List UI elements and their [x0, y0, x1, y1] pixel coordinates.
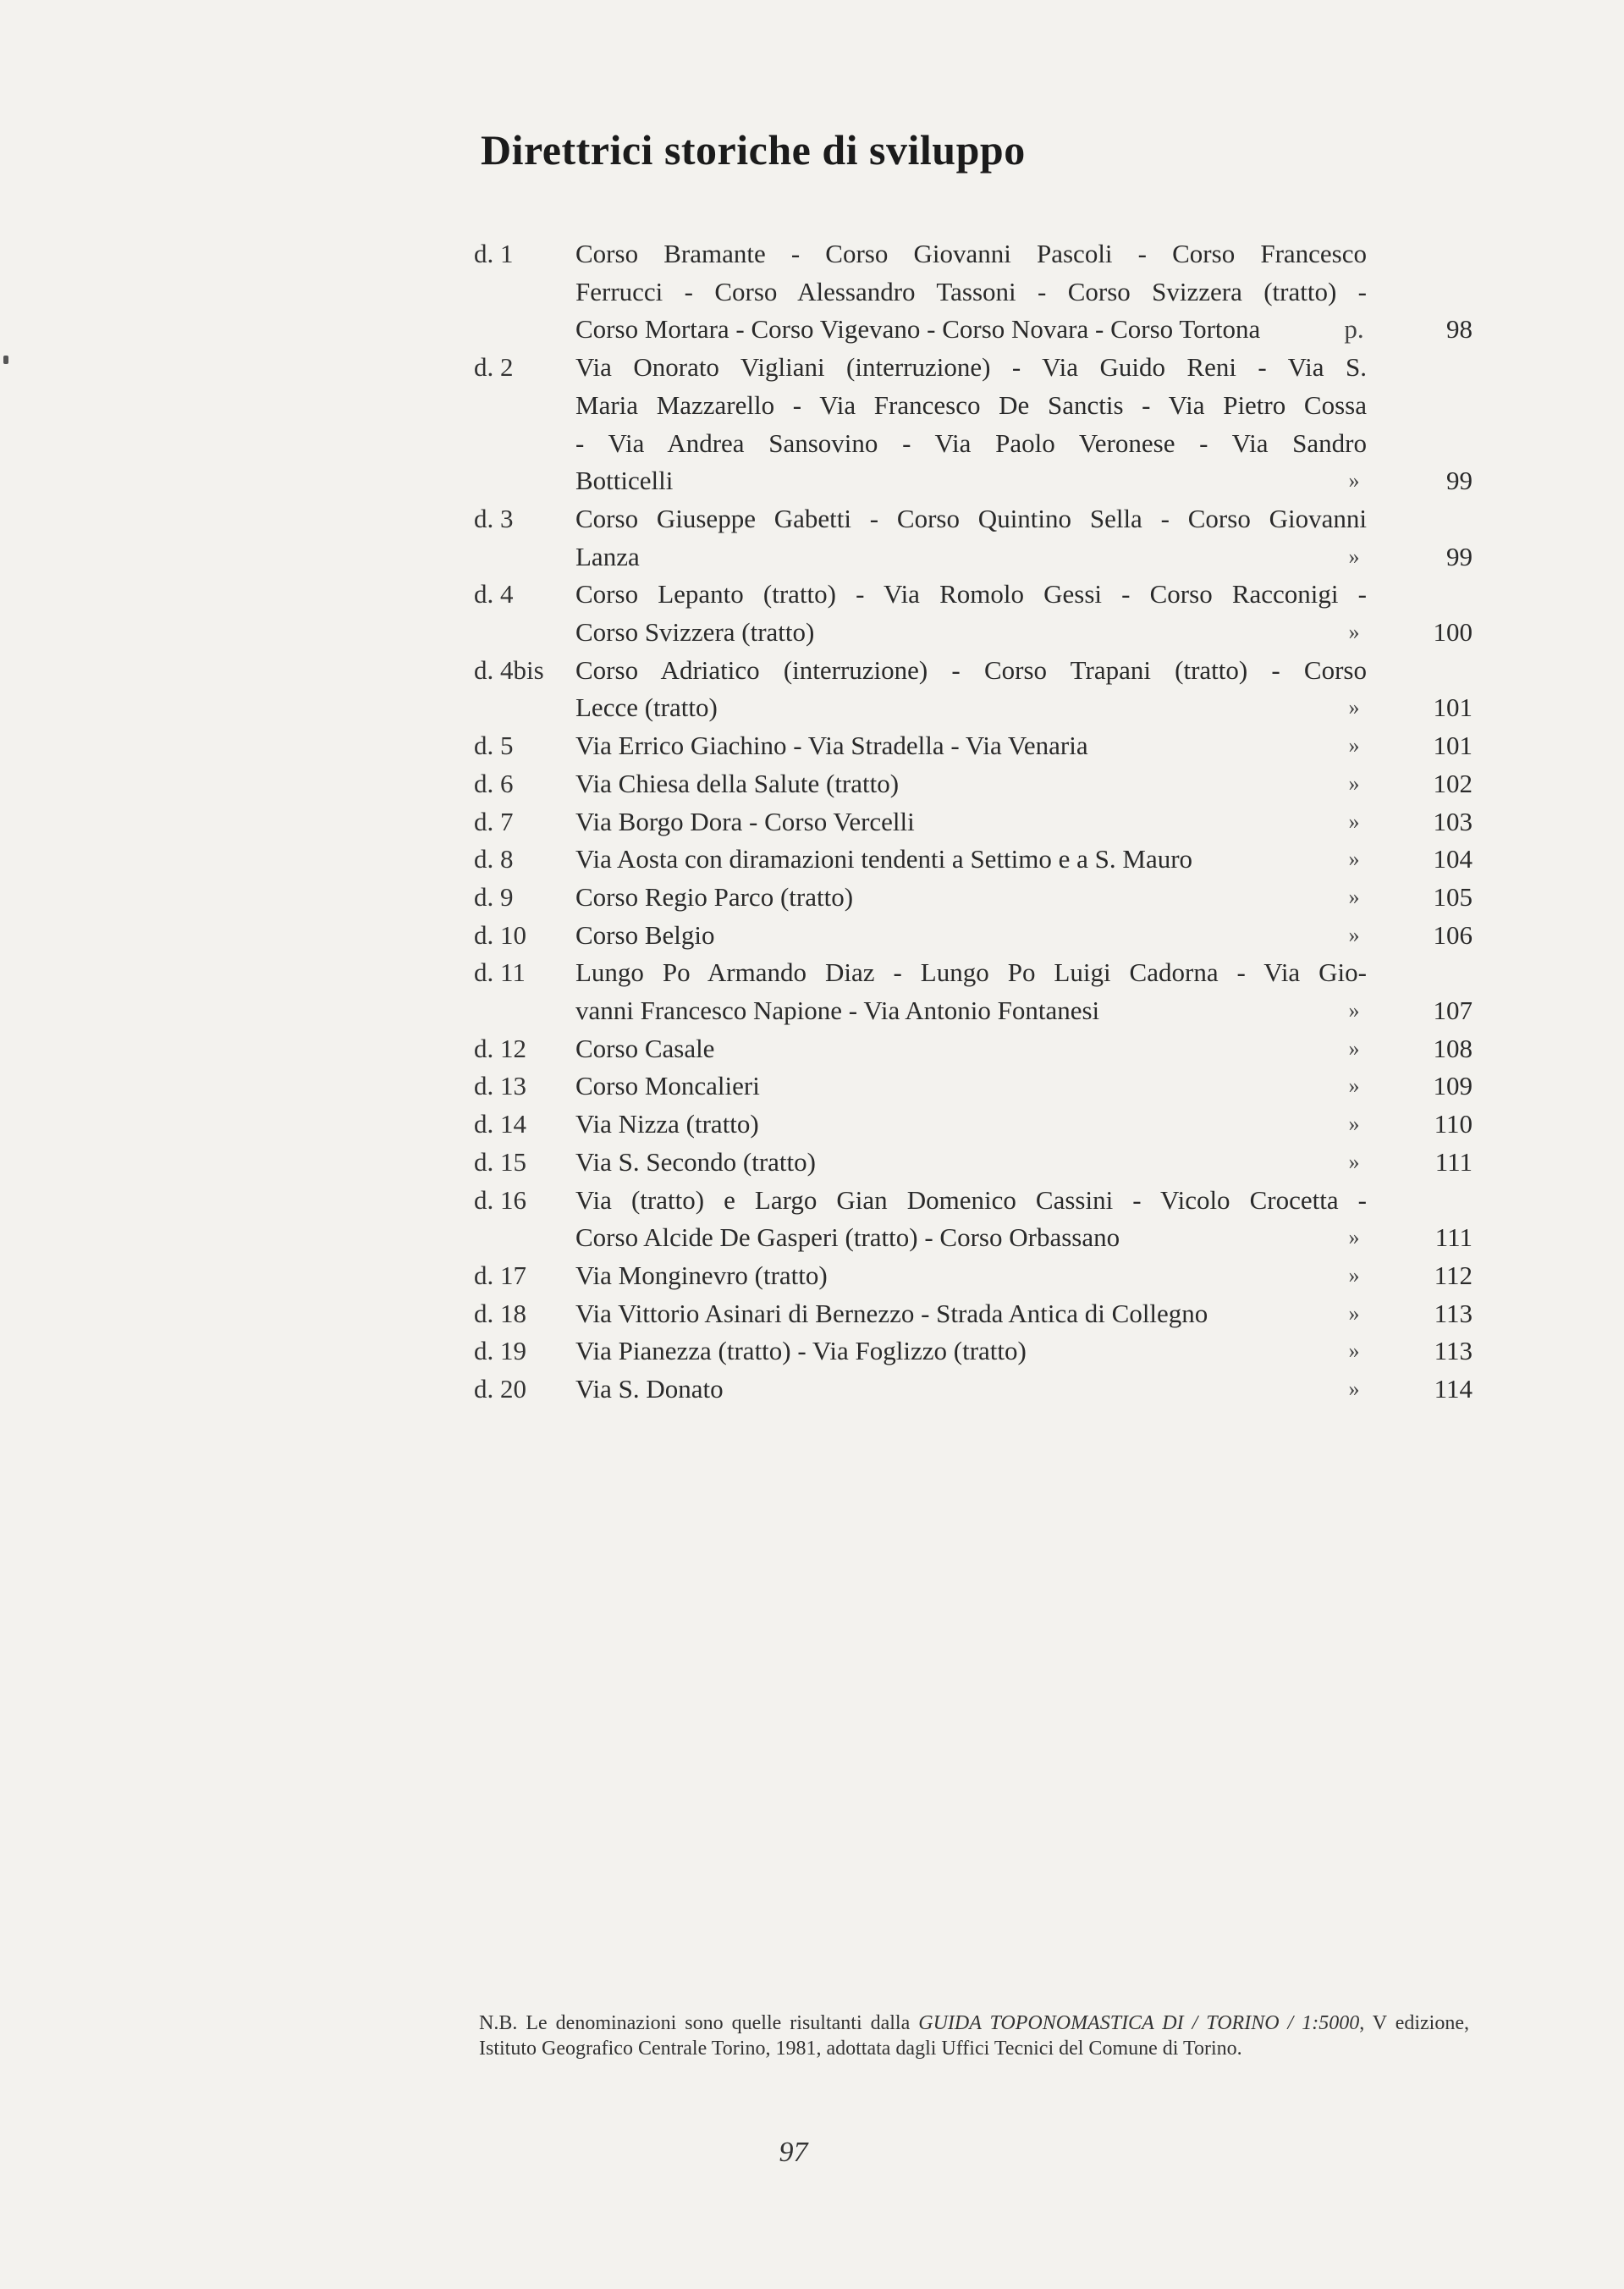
entry-description [575, 1106, 1422, 1144]
entry-page-ref [1344, 235, 1473, 349]
entry-number: d. 9 [474, 881, 514, 912]
footnote-title: GUIDA TOPONOMASTICA DI / TORINO / 1:5000 [918, 2012, 1360, 2034]
entry-page-ref [1348, 879, 1473, 917]
entry-number: d. 5 [474, 731, 514, 761]
entry-number: d. 12 [474, 1033, 526, 1063]
entry-number: d. 19 [474, 1336, 526, 1366]
entry-page-ref [1348, 727, 1473, 765]
toc-entry [474, 349, 1473, 500]
ditto-mark: » [1348, 1035, 1360, 1061]
entry-number: d. 2 [474, 352, 514, 383]
ditto-mark: » [1348, 1149, 1360, 1174]
toc-entry [474, 1371, 1473, 1409]
entry-page-number: 114 [1434, 1374, 1473, 1404]
entry-page-number: 106 [1433, 919, 1473, 950]
entry-line: Lecce (tratto) [575, 692, 718, 723]
entry-number: d. 13 [474, 1071, 526, 1101]
entry-description [575, 576, 1422, 651]
entry-number: d. 20 [474, 1374, 526, 1404]
ditto-mark: » [1348, 620, 1360, 645]
entry-number: d. 1 [474, 239, 514, 268]
entry-description [575, 1257, 1422, 1295]
entry-page-ref [1348, 1106, 1473, 1144]
entry-page-number: 99 [1446, 466, 1473, 496]
entry-description [575, 1144, 1422, 1182]
entry-line: vanni Francesco Napione - Via Antonio Fontanesi [575, 996, 1100, 1026]
entry-description [575, 500, 1422, 576]
entry-page-ref [1348, 765, 1473, 803]
ditto-mark: p. [1344, 314, 1364, 345]
ditto-mark: » [1348, 1073, 1360, 1099]
toc-entry [474, 1030, 1473, 1068]
entry-page-number: 111 [1434, 1146, 1473, 1177]
entry-line: Corso Belgio [575, 919, 715, 950]
entry-page-ref [1348, 1295, 1473, 1333]
entry-line: Via Onorato Vigliani (interruzione) - Via Guido Reni - Via S. [575, 352, 1367, 383]
entry-page-number: 109 [1433, 1071, 1473, 1101]
toc-entry [474, 803, 1473, 841]
entry-line: Via Vittorio Asinari di Bernezzo - Strada Antica di Collegno [575, 1298, 1208, 1328]
ditto-mark: » [1348, 998, 1360, 1023]
ditto-mark: » [1348, 1338, 1360, 1364]
entry-line: Via Monginevro (tratto) [575, 1260, 828, 1290]
ditto-mark: » [1348, 808, 1360, 834]
entry-page-number: 103 [1433, 806, 1473, 836]
entry-line: Ferrucci - Corso Alessandro Tassoni - Corso Svizzera (tratto) - [575, 276, 1367, 306]
entry-page-ref [1348, 1371, 1473, 1409]
entry-page-number: 98 [1446, 314, 1473, 345]
entry-page-number: 107 [1433, 996, 1473, 1026]
entry-description [575, 727, 1422, 765]
footnote [479, 2010, 1469, 2061]
entry-page-ref [1348, 1067, 1473, 1106]
ditto-mark: » [1348, 922, 1360, 947]
entry-page-number: 108 [1433, 1033, 1473, 1063]
entry-description [575, 1371, 1422, 1409]
entry-page-number: 101 [1433, 731, 1473, 761]
entry-description [575, 917, 1422, 955]
entry-line: Lungo Po Armando Diaz - Lungo Po Luigi Cadorna - Via Gio- [575, 957, 1367, 988]
entry-line: Via Errico Giachino - Via Stradella - Via Venaria [575, 731, 1088, 761]
entry-number: d. 7 [474, 806, 514, 836]
entry-description [575, 841, 1422, 879]
entry-page-ref [1348, 803, 1473, 841]
ditto-mark: » [1348, 1376, 1360, 1402]
entry-number: d. 17 [474, 1260, 526, 1290]
entry-line: Corso Svizzera (tratto) [575, 617, 815, 648]
entry-page-ref [1348, 500, 1473, 576]
entry-line: Corso Giuseppe Gabetti - Corso Quintino Sella - Corso Giovanni [575, 503, 1367, 533]
toc-entry [474, 1144, 1473, 1182]
entry-page-ref [1348, 349, 1473, 500]
entry-description [575, 1332, 1422, 1371]
toc-entry [474, 1182, 1473, 1257]
toc-entry [474, 235, 1473, 349]
entry-line: Lanza [575, 541, 640, 571]
toc-entry [474, 917, 1473, 955]
entry-description [575, 1295, 1422, 1333]
entry-number: d. 3 [474, 503, 514, 533]
entry-page-number: 111 [1434, 1222, 1473, 1253]
entry-number: d. 18 [474, 1298, 526, 1328]
entry-page-number: 104 [1433, 844, 1473, 874]
toc-entry [474, 1295, 1473, 1333]
entry-page-ref [1348, 954, 1473, 1029]
entry-number: d. 15 [474, 1146, 526, 1177]
entry-line: Via Borgo Dora - Corso Vercelli [575, 806, 915, 836]
toc-entry [474, 841, 1473, 879]
entry-description [575, 235, 1422, 349]
toc-entry [474, 1257, 1473, 1295]
entry-line: Via Nizza (tratto) [575, 1109, 759, 1139]
entry-page-number: 113 [1434, 1336, 1473, 1366]
entry-page-ref [1348, 1030, 1473, 1068]
ditto-mark: » [1348, 1262, 1360, 1288]
toc-entry [474, 576, 1473, 651]
entry-page-number: 110 [1434, 1109, 1473, 1139]
entry-line: Corso Regio Parco (tratto) [575, 881, 854, 912]
entry-page-ref [1348, 917, 1473, 955]
entry-description [575, 1067, 1422, 1106]
toc-entry [474, 652, 1473, 727]
entry-line: Via S. Secondo (tratto) [575, 1146, 816, 1177]
entry-line: - Via Andrea Sansovino - Via Paolo Veronese - Via Sandro [575, 427, 1367, 458]
ditto-mark: » [1348, 1111, 1360, 1137]
toc-entry [474, 500, 1473, 576]
entry-line: Corso Alcide De Gasperi (tratto) - Corso Orbassano [575, 1222, 1120, 1253]
page-number-text: 97 [779, 2137, 808, 2168]
ditto-mark: » [1348, 1300, 1360, 1326]
entry-line: Corso Moncalieri [575, 1071, 760, 1101]
entry-number: d. 16 [474, 1184, 526, 1215]
toc-entry [474, 954, 1473, 1029]
footnote-prefix: N.B. Le denominazioni sono quelle risultanti dalla [479, 2012, 919, 2034]
entry-number: d. 4bis [474, 654, 544, 685]
ditto-mark: » [1348, 884, 1360, 909]
entry-description [575, 765, 1422, 803]
entry-line: Corso Mortara - Corso Vigevano - Corso Novara - Corso Tortona [575, 314, 1261, 345]
entry-description [575, 954, 1422, 1029]
entry-page-ref [1348, 1182, 1473, 1257]
entry-line: Corso Adriatico (interruzione) - Corso Trapani (tratto) - Corso [575, 654, 1367, 685]
ditto-mark: » [1348, 847, 1360, 872]
entry-page-number: 105 [1433, 881, 1473, 912]
toc-entry [474, 727, 1473, 765]
entry-number: d. 10 [474, 919, 526, 950]
entry-number: d. 4 [474, 579, 514, 609]
entry-page-number: 99 [1446, 541, 1473, 571]
entry-description [575, 652, 1422, 727]
entry-number: d. 14 [474, 1109, 526, 1139]
entry-page-number: 100 [1433, 617, 1473, 648]
toc-entry [474, 765, 1473, 803]
ditto-mark: » [1348, 468, 1360, 494]
entry-line: Corso Casale [575, 1033, 715, 1063]
entry-page-ref [1348, 1332, 1473, 1371]
entry-page-ref [1348, 1257, 1473, 1295]
entry-line: Maria Mazzarello - Via Francesco De Sanctis - Via Pietro Cossa [575, 389, 1367, 420]
entry-page-ref [1348, 576, 1473, 651]
entry-line: Corso Bramante - Corso Giovanni Pascoli - Corso Francesco [575, 239, 1367, 268]
entry-line: Via S. Donato [575, 1374, 724, 1404]
page-number [0, 2137, 1624, 2169]
entry-line: Via Aosta con diramazioni tendenti a Settimo e a S. Mauro [575, 844, 1193, 874]
toc-entry [474, 879, 1473, 917]
ditto-mark: » [1348, 695, 1360, 720]
entry-description [575, 349, 1422, 500]
entry-page-number: 112 [1434, 1260, 1473, 1290]
ditto-mark: » [1348, 1225, 1360, 1250]
page-title: Direttrici storiche di sviluppo [481, 126, 1026, 174]
entry-description [575, 879, 1422, 917]
entry-line: Via (tratto) e Largo Gian Domenico Cassini - Vicolo Crocetta - [575, 1184, 1367, 1215]
entry-line: Via Chiesa della Salute (tratto) [575, 768, 900, 798]
entry-page-number: 102 [1433, 768, 1473, 798]
entry-page-number: 113 [1434, 1298, 1473, 1328]
entry-description [575, 803, 1422, 841]
entry-line: Corso Lepanto (tratto) - Via Romolo Gessi - Corso Racconigi - [575, 579, 1367, 609]
toc-entry [474, 1106, 1473, 1144]
entry-page-number: 101 [1433, 692, 1473, 723]
entry-number: d. 8 [474, 844, 514, 874]
entry-line: Via Pianezza (tratto) - Via Foglizzo (tratto) [575, 1336, 1027, 1366]
ditto-mark: » [1348, 770, 1360, 796]
entry-description [575, 1182, 1422, 1257]
entry-number: d. 11 [474, 957, 526, 988]
entry-description [575, 1030, 1422, 1068]
ditto-mark: » [1348, 733, 1360, 758]
footnote-suffix: , V edizione, Istituto Geografico Centrale Torino, 1981, adottata dagli Uffici Tecnici del Comune di Torino. [479, 2012, 1469, 2060]
entry-page-ref [1348, 1144, 1473, 1182]
entry-page-ref [1348, 841, 1473, 879]
ditto-mark: » [1348, 543, 1360, 569]
table-of-contents [474, 235, 1473, 1409]
toc-entry [474, 1067, 1473, 1106]
entry-number: d. 6 [474, 768, 514, 798]
entry-line: Botticelli [575, 466, 674, 496]
margin-mark [3, 356, 8, 364]
toc-entry [474, 1332, 1473, 1371]
entry-page-ref [1348, 652, 1473, 727]
